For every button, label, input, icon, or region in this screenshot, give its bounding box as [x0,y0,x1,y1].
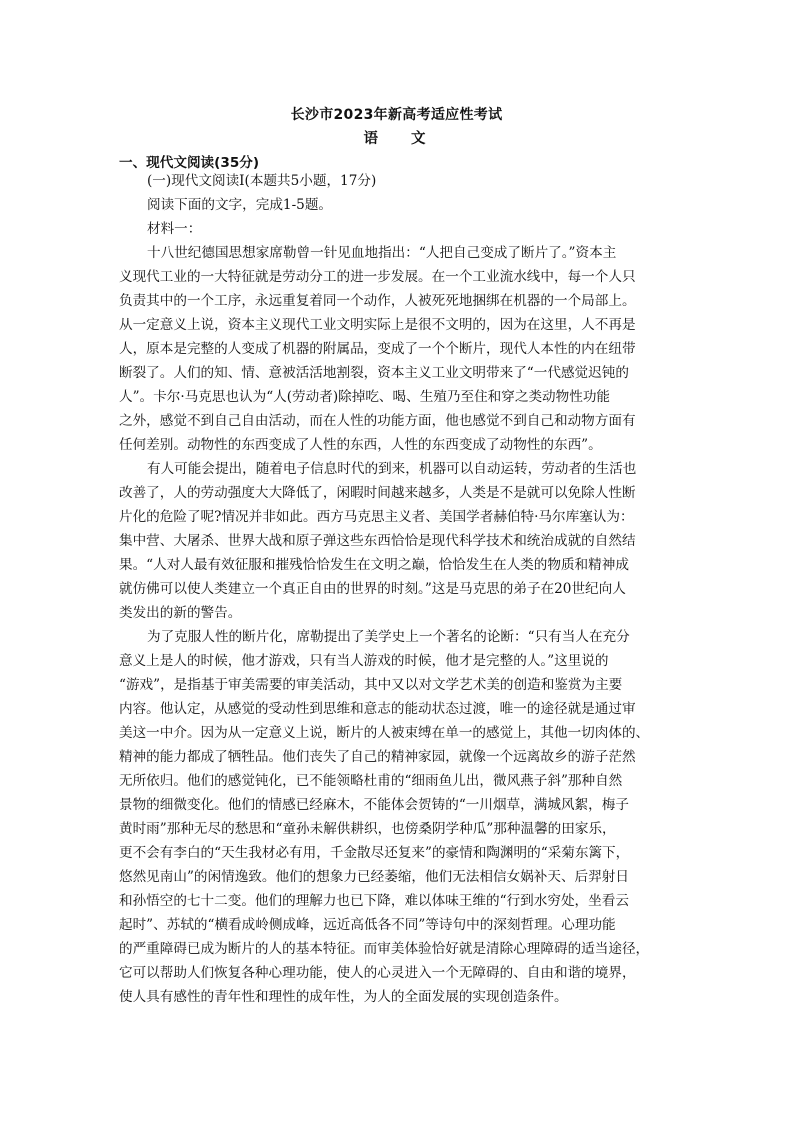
passage-line: 之外，感觉不到自己自由活动，而在人性的功能方面，他也感觉不到自己和动物方面有 [119,413,636,429]
passage-line: 景物的细微变化。他们的情感已经麻木，不能体会贺铸的“一川烟草，满城风絮，梅子 [119,797,629,813]
passage-line: 片化的危险了呢?情况并非如此。西方马克思主义者、美国学者赫伯特·马尔库塞认为： [119,509,634,525]
material-label: 材料一： [147,221,202,237]
passage-line: 意义上是人的时候，他才游戏，只有当人游戏的时候，他才是完整的人。”这里说的 [119,653,609,669]
passage-line: 内容。他认定，从感觉的受动性到思维和意志的能动状态过渡，唯一的途径就是通过审 [119,701,636,717]
section-heading: 一、现代文阅读(35分) [119,155,260,171]
passage-line: 使人具有感性的青年性和理性的成年性，为人的全面发展的实现创造条件。 [119,989,568,1005]
passage-line: 负责其中的一个工序，永远重复着同一个动作，人被死死地捆绑在机器的一个局部上。 [119,293,636,309]
exam-title: 长沙市2023年新高考适应性考试 [290,107,503,123]
subject-heading: 语 文 [363,131,440,147]
passage-line: 义现代工业的一大特征就是劳动分工的进一步发展。在一个工业流水线中，每一个人只 [119,269,636,285]
passage-line: 悠然见南山”的闲情逸致。他们的想象力已经萎缩，他们无法相信女娲补天、后羿射日 [119,869,629,885]
passage-line: 任何差别。动物性的东西变成了人性的东西，人性的东西变成了动物性的东西”。 [119,437,602,453]
passage-line: 起时”、苏轼的“横看成岭侧成峰，远近高低各不同”等诗句中的深刻哲理。心理功能 [119,917,616,933]
passage-line: 精神的能力都成了牺牲品。他们丧失了自己的精神家园，就像一个远离故乡的游子茫然 [119,749,636,765]
passage-line: 从一定意义上说，资本主义现代工业文明实际上是很不文明的，因为在这里，人不再是 [119,317,636,333]
passage-line: 为了克服人性的断片化，席勒提出了美学史上一个著名的论断：“只有当人在充分 [147,629,630,645]
passage-line: 断裂了。人们的知、情、意被活活地割裂，资本主义工业文明带来了“一代感觉迟钝的 [119,365,629,381]
subsection-heading: (一)现代文阅读Ⅰ(本题共5小题，17分) [147,173,377,189]
passage-line: 黄时雨”那种无尽的愁思和“童孙未解供耕织，也傍桑阴学种瓜”那种温馨的田家乐， [119,821,616,837]
passage-line: 果。“人对人最有效征服和摧残恰恰发生在文明之巅，恰恰发生在人类的物质和精神成 [119,557,629,573]
passage-line: 人，原本是完整的人变成了机器的附属品，变成了一个个断片，现代人本性的内在纽带 [119,341,636,357]
passage-line: 就仿佛可以使人类建立一个真正自由的世界的时刻。”这是马克思的弟子在20世纪向人 [119,581,626,597]
passage-line: 更不会有李白的“天生我材必有用，千金散尽还复来”的豪情和陶渊明的“采菊东篱下， [119,845,630,861]
passage-line: 美这一中介。因为从一定意义上说，断片的人被束缚在单一的感觉上，其他一切肉体的、 [119,725,650,741]
passage-line: “游戏”，是指基于审美需要的审美活动，其中又以对文学艺术美的创造和鉴赏为主要 [119,677,623,693]
passage-line: 十八世纪德国思想家席勒曾一针见血地指出：“人把自己变成了断片了。”资本主 [147,245,617,261]
passage-line: 人”。卡尔·马克思也认为“人(劳动者)除掉吃、喝、生殖乃至住和穿之类动物性功能 [119,389,611,405]
passage-line: 无所依归。他们的感觉钝化，已不能领略杜甫的“细雨鱼儿出，微风燕子斜”那种自然 [119,773,623,789]
passage-line: 的严重障碍已成为断片的人的基本特征。而审美体验恰好就是清除心理障碍的适当途径， [119,941,650,957]
passage-line: 它可以帮助人们恢复各种心理功能，使人的心灵进入一个无障碍的、自由和谐的境界， [119,965,636,981]
passage-line: 类发出的新的警告。 [119,605,242,621]
passage-line: 改善了，人的劳动强度大大降低了，闲暇时间越来越多，人类是不是就可以免除人性断 [119,485,636,501]
instruction-text: 阅读下面的文字，完成1-5题。 [147,197,333,213]
passage-line: 有人可能会提出，随着电子信息时代的到来，机器可以自动运转，劳动者的生活也 [147,461,637,477]
passage-line: 集中营、大屠杀、世界大战和原子弹这些东西恰恰是现代科学技术和统治成就的自然结 [119,533,636,549]
passage-line: 和孙悟空的七十二变。他们的理解力也已下降，难以体味王维的“行到水穷处，坐看云 [119,893,629,909]
